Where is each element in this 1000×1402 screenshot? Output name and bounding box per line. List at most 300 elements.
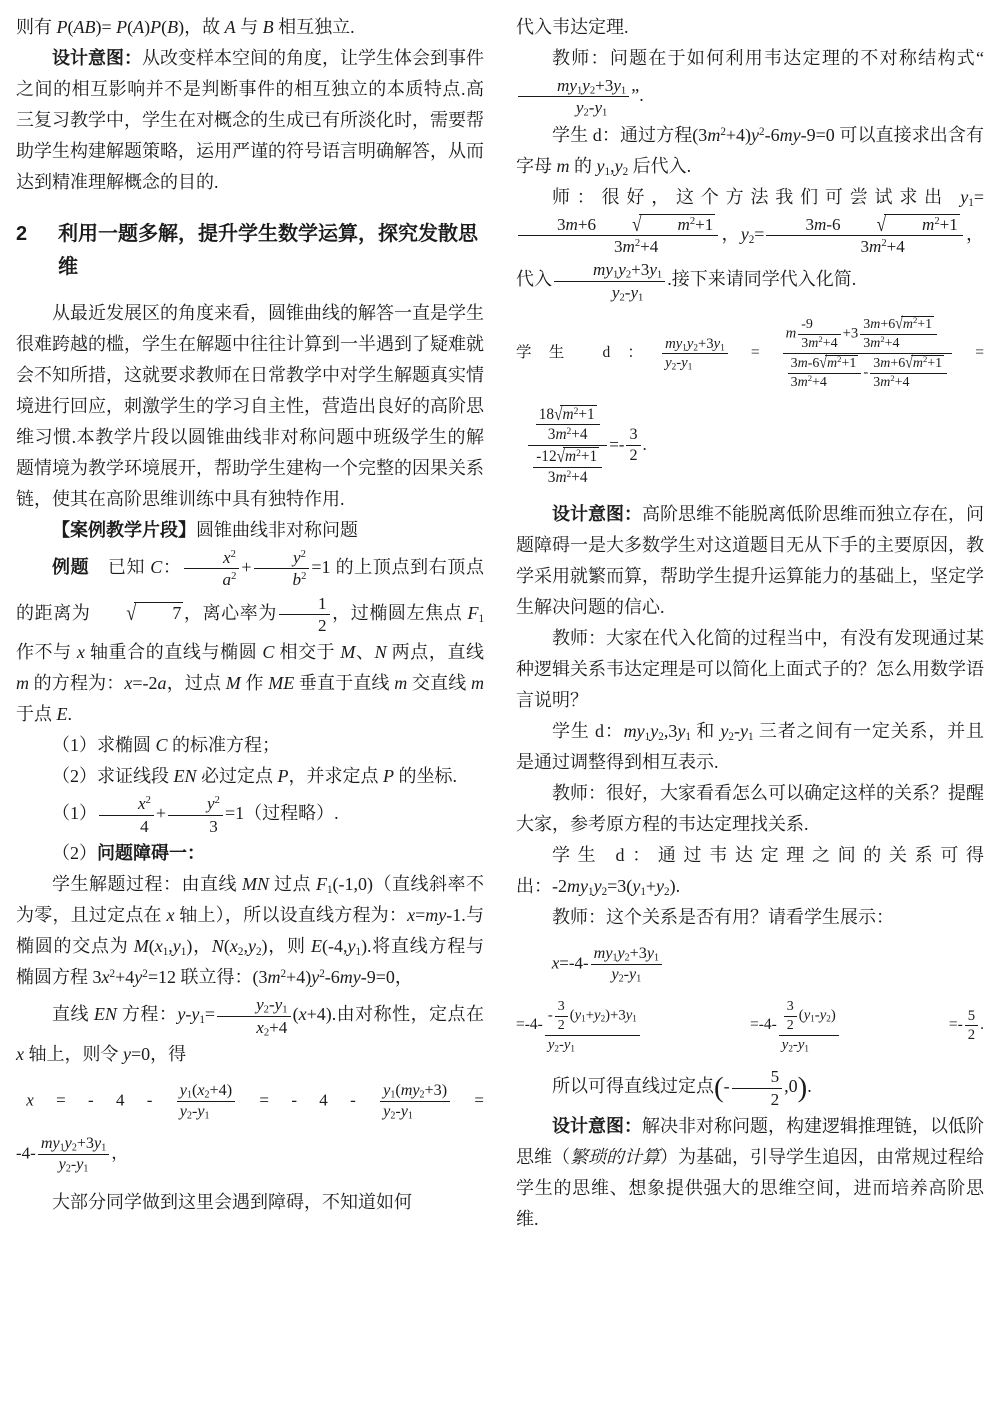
fraction-denominator: $y_2-y_1$ bbox=[611, 282, 644, 304]
fraction-denominator: $3m^2+4$ bbox=[547, 426, 588, 444]
math-variable: y bbox=[172, 936, 181, 957]
math-variable: my bbox=[593, 944, 613, 962]
math-variable: y bbox=[247, 936, 256, 957]
subscript: 2 bbox=[622, 165, 629, 178]
math-variable: A bbox=[133, 17, 145, 37]
bold-label: 设计意图： bbox=[552, 1116, 642, 1137]
fraction bbox=[662, 335, 728, 373]
display-formula: x=-4- $\frac{my_1y_2+3y_1}{y_2-y_1}$ bbox=[516, 943, 984, 986]
math-variable: y bbox=[177, 1004, 186, 1025]
subscript: 2 bbox=[186, 1110, 192, 1122]
superscript: 2 bbox=[573, 406, 579, 417]
fraction-numerator: 3 bbox=[555, 998, 568, 1016]
fraction-numerator: $my_1y_2+3y_1$ bbox=[662, 335, 728, 354]
bold-label: 设计意图： bbox=[552, 503, 642, 524]
paragraph: 从最近发展区的角度来看，圆锥曲线的解答一直是学生很难跨越的槛，学生在解题中往往计算到一半遇到了疑难就会不知所措，这就要求教师在日常教学中对学生解题真实情境进行回应，刺激学生的学习自主性，营造出良好的高阶思维习惯.本教学片段以圆锥曲线非对称问题中班级学生的解题情境为教学环境展开，帮助学生建构一个完整的因果关系链，使其在高阶思维训练中具有独特作用. bbox=[16, 303, 484, 509]
section-title: 利用一题多解，提升学生数学运算，探究发散思维 bbox=[58, 223, 478, 278]
fraction-denominator: $3m^2+4$ bbox=[790, 372, 827, 390]
math-variable: m bbox=[870, 335, 881, 351]
fraction-numerator: $\frac{3}{2}$ $(y_1-y_2)$ bbox=[779, 997, 839, 1036]
section-number: 2 bbox=[16, 223, 28, 245]
math-variable: x bbox=[298, 1004, 307, 1025]
subscript: 1 bbox=[478, 612, 485, 625]
subscript: 1 bbox=[620, 85, 627, 97]
paragraph: 教师：问题在于如何利用韦达定理的不对称结构式“ $\frac{my_1y_2+3y_1}{y_2-y_1}$ ”. bbox=[516, 43, 984, 120]
fraction-numerator: $my_1y_2+3y_1$ bbox=[591, 944, 662, 965]
math-variable: m bbox=[912, 356, 923, 372]
subscript: 1 bbox=[390, 1089, 396, 1101]
fraction-denominator: $y_2-y_1$ bbox=[781, 1037, 809, 1054]
display-formula: $\frac{\frac{18√m^2+1}{3m^2+4}}{\frac{-12√m^2+1}{3m^2+4}}$ =- $\frac{3}{2}$ . bbox=[516, 403, 984, 489]
paragraph: 设计意图：高阶思维不能脱离低阶思维而独立存在，问题障碍一是大多数学生对这道题目无从下手的主要原因，教学采用就繁而算，帮助学生提升运算能力的基础上，坚定学生解决问题的信心. bbox=[516, 503, 984, 617]
math-variable: y bbox=[720, 720, 729, 741]
radical-sign-icon: √ bbox=[632, 212, 642, 236]
math-variable: m bbox=[267, 967, 281, 988]
paragraph: 则有 P(AB)= P(A)P(B)，故 A 与 B 相互独立. bbox=[16, 17, 355, 37]
math-variable: x bbox=[551, 953, 560, 973]
fraction-denominator: $y_2-y_1$ bbox=[58, 1156, 89, 1175]
math-variable: x bbox=[407, 905, 416, 926]
math-variable: b bbox=[292, 570, 302, 590]
fraction-numerator: $my_1y_2+3y_1$ bbox=[38, 1134, 109, 1155]
superscript: 2 bbox=[880, 333, 885, 344]
math-variable: y bbox=[256, 995, 264, 1015]
superscript: 2 bbox=[214, 795, 220, 807]
math-variable: m bbox=[827, 356, 838, 372]
math-variable: AB bbox=[73, 17, 96, 37]
fraction-denominator: $3m^2+4$ bbox=[860, 237, 905, 257]
radicand: $m^2+1$ bbox=[912, 354, 943, 372]
fraction-denominator: $3m^2+4$ bbox=[613, 237, 659, 257]
math-variable: N bbox=[374, 642, 387, 663]
fraction-numerator: $3m+6√m^2+1$ bbox=[860, 316, 937, 334]
fraction bbox=[784, 998, 797, 1034]
subscript: 1 bbox=[804, 1043, 809, 1054]
paragraph: （2）求证线段 EN 必过定点 P，并求定点 P 的坐标. bbox=[52, 766, 458, 787]
fraction-numerator bbox=[184, 547, 240, 569]
math-variable: y bbox=[64, 1135, 72, 1153]
math-variable: y bbox=[649, 260, 657, 280]
math-variable: P bbox=[56, 17, 68, 37]
math-variable: y bbox=[632, 875, 641, 896]
math-variable: m bbox=[555, 426, 567, 444]
fraction-numerator: 3 bbox=[626, 425, 640, 446]
math-variable: M bbox=[133, 936, 149, 957]
math-variable: x bbox=[154, 936, 163, 957]
fraction-numerator: 3 bbox=[784, 998, 797, 1016]
math-variable: y bbox=[582, 76, 590, 95]
superscript: 2 bbox=[142, 968, 148, 981]
math-variable: y bbox=[94, 1135, 102, 1153]
fraction-numerator: m $\frac{-9}{3m^2+4}$ +3 $\frac{3m+6√m^2+1}{3m^2+4}$ bbox=[783, 315, 953, 354]
subscript: 2 bbox=[658, 730, 664, 743]
emphasis-text: 繁琐的计算 bbox=[570, 1147, 660, 1168]
math-variable: x bbox=[229, 936, 238, 957]
fraction bbox=[798, 316, 840, 352]
superscript: 2 bbox=[109, 968, 116, 981]
math-variable: m bbox=[622, 237, 635, 257]
subscript: 1 bbox=[968, 196, 974, 209]
superscript: 2 bbox=[566, 469, 572, 480]
square-root bbox=[556, 446, 600, 468]
math-variable: C bbox=[262, 642, 275, 663]
paragraph: 学生 d：$my_1y_2,3y_1$ 和 $y_2-y_1$ 三者之间有一定关系，并且是通过调整得到相互表示. bbox=[516, 720, 985, 772]
bold-label: 【案例教学片段】 bbox=[52, 520, 196, 540]
math-variable: m bbox=[797, 374, 808, 390]
radicand: $m^2+1$ bbox=[562, 406, 595, 424]
radical-sign-icon: √ bbox=[556, 446, 566, 468]
fraction-denominator: $3m^2+4$ bbox=[801, 333, 838, 351]
subscript: 1 bbox=[644, 730, 651, 743]
math-variable: y bbox=[197, 1103, 205, 1121]
math-variable: y bbox=[292, 548, 301, 567]
subscript: 1 bbox=[588, 885, 594, 898]
subscript: 2 bbox=[71, 1142, 77, 1154]
math-variable: my bbox=[400, 1081, 420, 1099]
fraction-numerator: 5 bbox=[732, 1066, 783, 1088]
fraction-denominator bbox=[528, 446, 607, 487]
fraction bbox=[184, 547, 240, 591]
fraction-numerator: $3m+6√m^2+1$ bbox=[870, 355, 947, 373]
subscript: 1 bbox=[604, 165, 611, 178]
math-variable: m bbox=[880, 356, 891, 372]
fraction-denominator: 2 bbox=[770, 1089, 780, 1109]
subscript: 1 bbox=[355, 945, 362, 958]
fraction-denominator: 2 bbox=[786, 1017, 794, 1033]
math-variable: E bbox=[56, 704, 68, 725]
math-variable: m bbox=[677, 214, 690, 234]
fraction bbox=[38, 1134, 109, 1175]
superscript: 2 bbox=[934, 215, 940, 227]
subscript: 2 bbox=[589, 85, 596, 97]
subscript: 2 bbox=[625, 270, 632, 282]
paragraph: （2）问题障碍一： bbox=[52, 843, 205, 864]
fraction-numerator: 3m-6 √ $m^2+1$ bbox=[766, 214, 962, 236]
math-variable: y bbox=[547, 1037, 555, 1054]
paragraph: 例题 已知 C： $\frac{x^2}{a^2}$ + $\frac{y^2}{b^2}$ =1 的上顶点到右顶点的距离为 √ 7 ，离心率为 $\frac{1}{2}$ ，过椭圆左焦点 $F_1$ 作不与 x 轴重合的直线与椭圆 C 相交于 M、N 两点，直线 m 的方程为：x=-2a，过点 M 作 ME 垂直于直线 m 交直线 m 于点 E. bbox=[16, 548, 485, 725]
subscript: 1 bbox=[59, 1142, 65, 1154]
math-variable: y bbox=[594, 98, 603, 118]
subscript: 1 bbox=[602, 108, 608, 119]
math-variable: x bbox=[166, 905, 175, 926]
math-variable: a bbox=[157, 673, 167, 694]
fraction-denominator: $y_2-y_1$ bbox=[179, 1103, 210, 1122]
display-formula: =-4- - $\frac{3}{2}$ $(y_1+y_2)+3y_1$ $y_2-y_1$ =-4- $\frac{3}{2}$ $(y_1-y_2)$ $y_2-y_1$ =- $\frac{5}{2}$ . bbox=[516, 999, 984, 1054]
math-variable: my bbox=[779, 124, 801, 145]
math-variable: y bbox=[803, 1007, 811, 1024]
math-variable: y bbox=[611, 965, 619, 983]
fraction bbox=[279, 593, 330, 637]
radicand: 7 bbox=[134, 602, 183, 624]
fraction bbox=[788, 355, 862, 391]
math-variable: my bbox=[623, 720, 645, 741]
fraction-denominator: 2 bbox=[557, 1017, 565, 1033]
fraction bbox=[554, 259, 665, 303]
math-variable: m bbox=[565, 214, 578, 234]
fraction-denominator: $y_2-y_1$ bbox=[575, 98, 608, 119]
superscript: 2 bbox=[720, 125, 726, 138]
subscript: 1 bbox=[720, 341, 725, 352]
subscript: 2 bbox=[788, 1043, 793, 1054]
math-variable: y bbox=[656, 875, 665, 896]
math-variable: m bbox=[902, 317, 913, 333]
math-variable: my bbox=[593, 260, 613, 280]
section-heading bbox=[16, 218, 484, 284]
math-variable: B bbox=[262, 17, 274, 37]
subscript: 2 bbox=[826, 1013, 831, 1024]
fraction-denominator: $y_2-y_1$ bbox=[611, 965, 642, 985]
math-variable: y bbox=[740, 223, 749, 244]
paragraph: 学生 d：通过方程$(3m^2+4)y^2-6my-9=0$ 可以直接求出含有字母 m 的 $y_1,y_2$ 后代入. bbox=[516, 124, 984, 178]
fraction bbox=[380, 1081, 450, 1122]
fraction bbox=[626, 425, 640, 466]
subscript: 2 bbox=[263, 1027, 270, 1039]
superscript: 2 bbox=[576, 449, 581, 460]
subscript: 1 bbox=[282, 1004, 288, 1016]
subscript: 2 bbox=[664, 885, 670, 898]
subscript: 1 bbox=[682, 341, 687, 352]
math-variable: y bbox=[593, 875, 602, 896]
math-variable: y bbox=[611, 282, 620, 302]
math-variable: y bbox=[781, 1037, 789, 1054]
math-variable: m bbox=[556, 155, 570, 176]
math-variable: y bbox=[686, 335, 694, 352]
math-variable: y bbox=[960, 186, 969, 207]
paragraph: （1）求椭圆 C 的标准方程； bbox=[52, 735, 281, 756]
paragraph: 教师：大家在代入化简的过程当中，有没有发现通过某种逻辑关系韦达定理是可以简化上面式子的？怎么用数学语言说明？ bbox=[516, 627, 984, 710]
subscript: 1 bbox=[640, 885, 646, 898]
subscript: 1 bbox=[612, 270, 619, 282]
math-variable: y bbox=[665, 355, 672, 372]
radical-sign-icon: √ bbox=[126, 600, 137, 625]
subscript: 1 bbox=[654, 952, 660, 964]
fraction-numerator: $18√m^2+1$ bbox=[536, 405, 600, 425]
math-variable: x bbox=[222, 548, 231, 567]
fraction bbox=[870, 355, 947, 391]
math-variable: x bbox=[76, 642, 85, 663]
subscript: 2 bbox=[728, 730, 734, 743]
fraction-denominator: 2 bbox=[317, 616, 327, 636]
math-variable: C bbox=[150, 556, 163, 577]
math-variable: y bbox=[594, 1007, 601, 1024]
math-variable: my bbox=[425, 905, 447, 926]
radical-sign-icon: √ bbox=[554, 404, 563, 425]
radical-sign-icon: √ bbox=[905, 354, 913, 373]
math-variable: y bbox=[575, 98, 584, 118]
paragraph: 教师：很好，大家看看怎么可以确定这样的关系？提醒大家，参考原方程的韦达定理找关系. bbox=[516, 782, 984, 834]
superscript: 2 bbox=[634, 238, 641, 250]
math-variable: y bbox=[563, 1037, 571, 1054]
math-variable: N bbox=[211, 936, 224, 957]
math-variable: y bbox=[646, 944, 655, 962]
fraction bbox=[168, 793, 223, 837]
subscript: 2 bbox=[619, 292, 625, 304]
subscript: 1 bbox=[180, 945, 187, 958]
subscript: 2 bbox=[601, 885, 608, 898]
paragraph: 【案例教学片段】圆锥曲线非对称问题 bbox=[52, 520, 358, 540]
big-parenthesis: ( bbox=[714, 1071, 724, 1104]
superscript: 2 bbox=[890, 372, 895, 383]
fraction-numerator: $3m-6√m^2+1$ bbox=[788, 355, 862, 373]
square-root bbox=[596, 212, 715, 236]
math-variable: m bbox=[471, 673, 485, 694]
math-variable: F bbox=[467, 602, 479, 623]
math-variable: B bbox=[167, 17, 179, 37]
math-variable: y bbox=[625, 1007, 633, 1024]
square-root bbox=[895, 317, 934, 332]
math-variable: m bbox=[394, 673, 408, 694]
math-variable: m bbox=[870, 317, 881, 333]
math-variable: m bbox=[813, 214, 827, 234]
superscript: 2 bbox=[566, 426, 572, 437]
math-variable: y bbox=[58, 1156, 66, 1174]
fraction-numerator bbox=[99, 793, 154, 815]
math-variable: y bbox=[400, 1103, 408, 1121]
fraction-denominator: 2 bbox=[967, 1027, 976, 1044]
subscript: 1 bbox=[162, 945, 169, 958]
math-variable: m bbox=[868, 237, 882, 257]
subscript: 2 bbox=[390, 1110, 396, 1122]
fraction-denominator: $3m^2+4$ bbox=[547, 468, 588, 486]
math-variable: y bbox=[179, 1081, 187, 1099]
superscript: 2 bbox=[301, 571, 307, 583]
math-variable: my bbox=[557, 76, 577, 95]
math-variable: m bbox=[808, 335, 819, 351]
subscript: 2 bbox=[419, 1089, 425, 1101]
math-variable: E bbox=[310, 936, 322, 957]
math-variable: y bbox=[819, 1007, 827, 1024]
math-variable: y bbox=[179, 1103, 187, 1121]
superscript: 2 bbox=[912, 315, 918, 326]
radicand: $m^2+1$ bbox=[902, 315, 933, 333]
radical-sign-icon: √ bbox=[876, 212, 886, 236]
math-variable: EN bbox=[93, 1004, 117, 1025]
fraction-numerator bbox=[528, 404, 607, 446]
subscript: 2 bbox=[748, 233, 755, 246]
paragraph: 教师：这个关系是否有用？请看学生展示： bbox=[552, 906, 894, 927]
fraction bbox=[536, 405, 600, 444]
square-root bbox=[905, 356, 944, 371]
subscript: 2 bbox=[618, 973, 624, 985]
radicand: $m^2+1$ bbox=[827, 354, 857, 372]
math-variable: y bbox=[617, 944, 625, 962]
subscript: 1 bbox=[810, 1013, 815, 1024]
paragraph: 设计意图：解决非对称问题，构建逻辑推理链，以低阶思维（繁琐的计算）为基础，引导学生追因，由常规过程给学生的思维、想象提供强大的思维空间，进而培养高阶思维. bbox=[516, 1116, 984, 1230]
superscript: 2 bbox=[837, 354, 842, 365]
math-variable: y bbox=[630, 282, 639, 302]
math-variable: m bbox=[880, 374, 891, 390]
math-variable: y bbox=[713, 335, 721, 352]
fraction bbox=[732, 1066, 783, 1110]
superscript: 2 bbox=[231, 571, 237, 583]
bold-label: 例题 bbox=[52, 556, 90, 577]
radicand: $m^2+1$ bbox=[639, 214, 715, 235]
display-formula: 学生 d： $\frac{my_1y_2+3y_1}{y_2-y_1}$ = m $\frac{-9}{3m^2+4}$ +3 $\frac{3m+6√m^2+1}{3m^2+4}$ $\frac{3m-6√m^2+1}{3m^2+4}$ - $\frac{3m+6√m^2+1}{3m^2+4}$ = bbox=[516, 314, 984, 393]
superscript: 2 bbox=[818, 333, 823, 344]
fraction-denominator bbox=[254, 569, 310, 590]
math-variable: y bbox=[618, 260, 626, 280]
math-variable: y bbox=[739, 720, 748, 741]
subscript: 1 bbox=[199, 1013, 205, 1026]
math-variable: M bbox=[340, 642, 356, 663]
fraction bbox=[779, 997, 839, 1054]
paragraph: （1） $\frac{x^2}{4}$ + $\frac{y^2}{3}$ =1（过程略）. bbox=[52, 794, 339, 836]
math-variable: y bbox=[207, 794, 215, 814]
math-variable: my bbox=[339, 967, 361, 988]
right-column bbox=[516, 12, 984, 1392]
subscript: 1 bbox=[581, 1013, 586, 1024]
paragraph: 所以可得直线过定点(- $\frac{5}{2}$ ,0). bbox=[552, 1067, 812, 1109]
math-variable: y bbox=[797, 1037, 805, 1054]
subscript: 1 bbox=[407, 1110, 413, 1122]
subscript: 1 bbox=[101, 1142, 107, 1154]
square-root bbox=[841, 212, 960, 236]
superscript: 2 bbox=[145, 795, 151, 807]
subscript: 1 bbox=[83, 1163, 89, 1175]
math-variable: y bbox=[681, 355, 688, 372]
fraction bbox=[965, 1007, 978, 1045]
math-variable: y bbox=[596, 155, 605, 176]
math-variable: m bbox=[921, 214, 935, 234]
subscript: 1 bbox=[685, 730, 691, 743]
math-variable: my bbox=[567, 875, 588, 896]
math-variable: y bbox=[76, 1156, 84, 1174]
fraction-denominator: 2 bbox=[629, 447, 638, 465]
fraction-numerator bbox=[168, 793, 223, 815]
subscript: 2 bbox=[554, 1043, 559, 1054]
fraction-numerator: - $\frac{3}{2}$ $(y_1+y_2)+3y_1$ bbox=[545, 997, 640, 1036]
subscript: 1 bbox=[656, 270, 663, 282]
subscript: 2 bbox=[237, 945, 244, 958]
superscript: 2 bbox=[881, 238, 887, 250]
paragraph: 直线 EN 方程：$y-y_1=$ $\frac{y_2-y_1}{x_2+4}$ (x+4).由对称性，定点在 x 轴上，则令 y=0，得 bbox=[16, 995, 484, 1064]
superscript: 2 bbox=[922, 354, 928, 365]
superscript: 2 bbox=[319, 968, 325, 981]
display-formula: -4- $\frac{my_1y_2+3y_1}{y_2-y_1}$ ， bbox=[16, 1135, 129, 1175]
math-variable: y bbox=[311, 967, 320, 988]
math-variable: P bbox=[383, 766, 395, 787]
subscript: 1 bbox=[636, 973, 642, 985]
subscript: 1 bbox=[326, 883, 333, 896]
subscript: 2 bbox=[671, 361, 677, 372]
fraction-denominator: 4 bbox=[140, 816, 149, 836]
fraction bbox=[518, 75, 629, 119]
radical-sign-icon: √ bbox=[895, 315, 903, 334]
math-variable: x bbox=[101, 967, 110, 988]
fraction-denominator: $y_2-y_1$ bbox=[547, 1037, 575, 1054]
math-variable: m bbox=[565, 448, 577, 466]
fraction-denominator: $x_2+4$ bbox=[256, 1017, 288, 1039]
superscript: 2 bbox=[230, 549, 236, 561]
fraction-denominator: 3 bbox=[209, 816, 218, 836]
math-variable: y bbox=[134, 967, 143, 988]
square-root bbox=[554, 406, 597, 423]
fraction-denominator: $y_2-y_1$ bbox=[665, 355, 693, 372]
subscript: 1 bbox=[576, 85, 583, 97]
math-variable: y bbox=[650, 720, 659, 741]
radicand: $m^2+1$ bbox=[884, 214, 960, 235]
fraction-denominator: $y_2-y_1$ bbox=[383, 1103, 413, 1122]
fraction-numerator: $y_1(x_2+4)$ bbox=[177, 1081, 235, 1102]
subscript: 2 bbox=[583, 108, 589, 119]
paragraph: 大部分同学做到这里会遇到障碍，不知道如何 bbox=[52, 1191, 412, 1212]
subscript: 2 bbox=[255, 945, 262, 958]
math-variable: ME bbox=[268, 673, 295, 694]
math-variable: x bbox=[124, 673, 133, 694]
subscript: 1 bbox=[632, 1013, 637, 1024]
fraction bbox=[217, 994, 290, 1038]
subscript: 1 bbox=[638, 292, 644, 304]
